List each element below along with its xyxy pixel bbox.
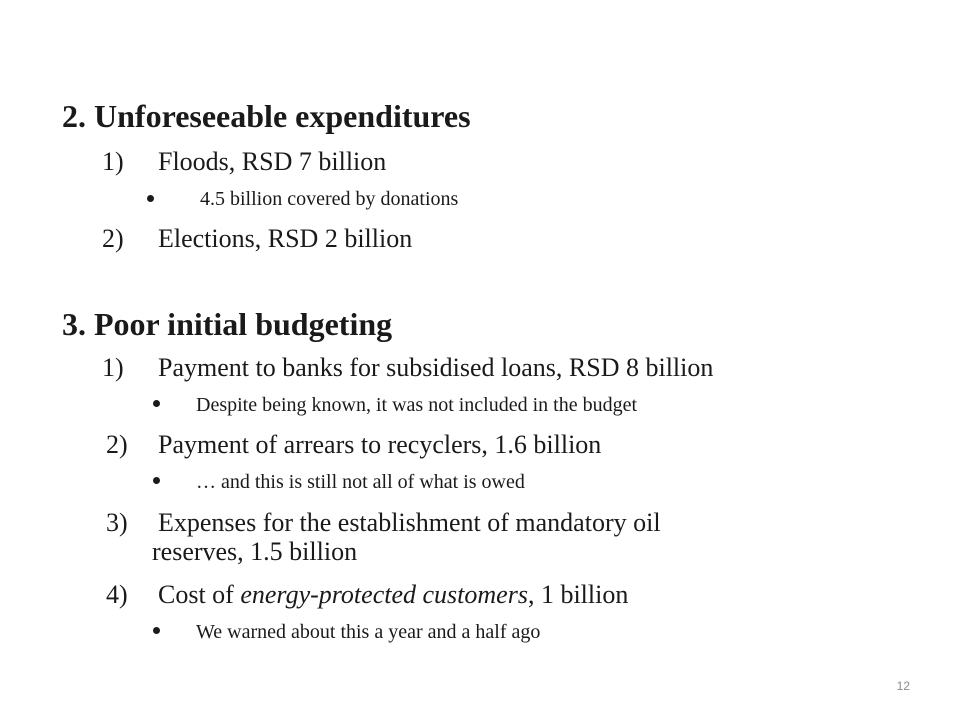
section-heading-poor-budgeting: 3. Poor initial budgeting — [62, 306, 393, 342]
item-number: 1) — [102, 353, 124, 382]
item-energy-protected-prefix: Cost of — [158, 580, 241, 609]
item-energy-protected — [158, 582, 628, 608]
item-arrears-recyclers: Payment of arrears to recyclers, 1.6 billion — [158, 430, 602, 459]
item-floods: Floods, RSD 7 billion — [158, 147, 387, 176]
subitem-still-owed: … and this is still not all of what is owed — [196, 471, 525, 493]
bullet-icon — [147, 195, 154, 202]
subitem-donations: 4.5 billion covered by donations — [200, 188, 459, 210]
subitem-not-included: Despite being known, it was not included in the budget — [196, 394, 638, 416]
item-number: 3) — [106, 508, 128, 537]
item-oil-reserves-line1: Expenses for the establishment of mandatory oil — [158, 508, 661, 537]
item-number: 4) — [106, 580, 128, 609]
item-energy-protected-suffix: , 1 billion — [527, 580, 629, 609]
bullet-icon — [153, 627, 160, 634]
bullet-icon — [153, 400, 160, 407]
item-elections: Elections, RSD 2 billion — [158, 224, 413, 253]
item-number: 2) — [106, 430, 128, 459]
section-heading-unforeseeable: 2. Unforeseeable expenditures — [62, 98, 471, 134]
item-number: 2) — [102, 224, 124, 253]
item-energy-protected-italic: energy-protected customers — [240, 580, 528, 609]
item-number: 1) — [102, 147, 124, 176]
bullet-icon — [153, 477, 160, 484]
item-subsidised-loans: Payment to banks for subsidised loans, RSD 8 billion — [158, 353, 714, 382]
item-oil-reserves-line2: reserves, 1.5 billion — [152, 537, 358, 566]
subitem-warned: We warned about this a year and a half ago — [196, 621, 541, 643]
page-number: 12 — [896, 679, 910, 693]
